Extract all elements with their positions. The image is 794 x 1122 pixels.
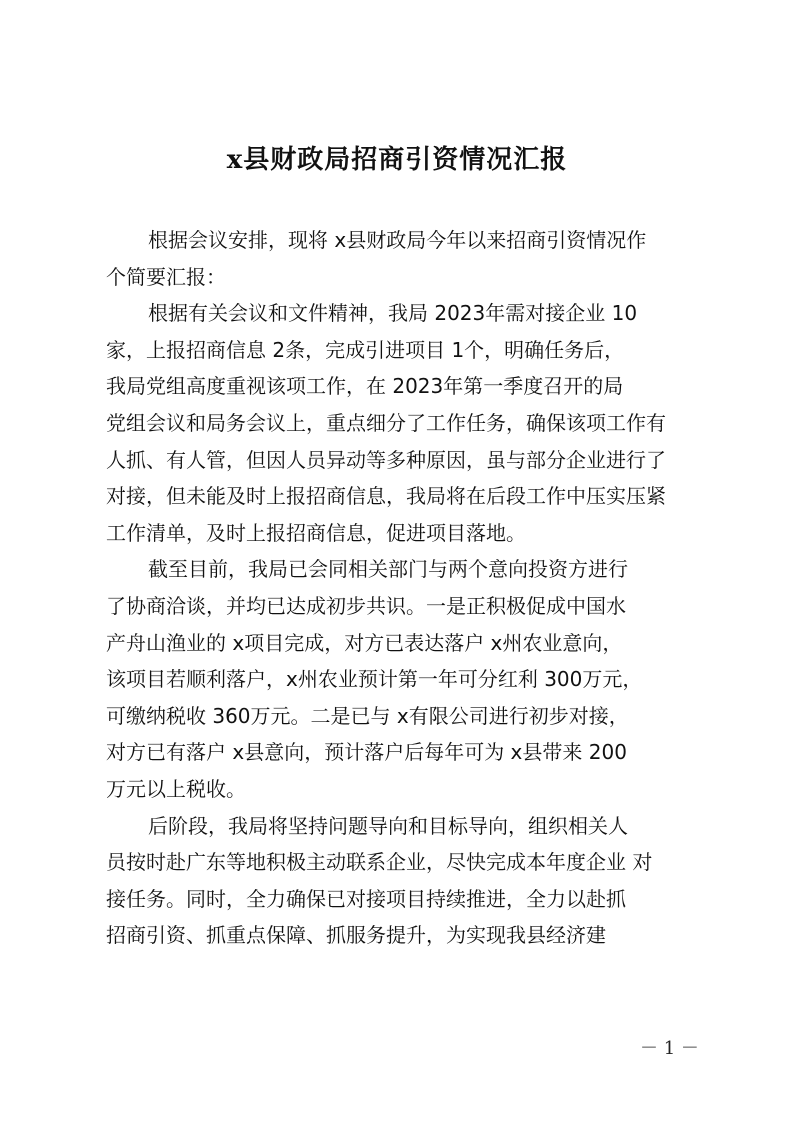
text-line: 党组会议和局务会议上，重点细分了工作任务，确保该项工作有 — [106, 410, 666, 435]
text-line: 截至目前，我局已会同相关部门与两个意向投资方进行 — [148, 557, 628, 582]
text-line: 家，上报招商信息 2条，完成引进项目 1个，明确任务后， — [106, 337, 625, 362]
text-line: 对接，但未能及时上报招商信息，我局将在后段工作中压实压紧 — [106, 484, 666, 509]
text-line: 我局党组高度重视该项工作，在 2023年第一季度召开的局 — [106, 374, 624, 399]
document-title: x县财政局招商引资情况汇报 — [226, 145, 568, 175]
text-line: 员按时赴广东等地积极主动联系企业，尽快完成本年度企业 对 — [106, 850, 653, 875]
page-number: － 1 － — [640, 1038, 699, 1059]
text-line: 万元以上税收。 — [106, 776, 246, 801]
text-line: 根据有关会议和文件精神，我局 2023年需对接企业 10 — [148, 301, 638, 326]
text-line: 后阶段，我局将坚持问题导向和目标导向，组织相关人 — [148, 813, 628, 838]
text-line: 工作清单，及时上报招商信息，促进项目落地。 — [106, 520, 526, 545]
document-body — [106, 222, 706, 954]
text-line: 个简要汇报： — [106, 264, 226, 289]
text-line: 对方已有落户 x县意向，预计落户后每年可为 x县带来 200 — [106, 740, 627, 765]
text-line: 产舟山渔业的 x项目完成，对方已表达落户 x州农业意向， — [106, 630, 623, 655]
text-line: 人抓、有人管，但因人员异动等多种原因，虽与部分企业进行了 — [106, 447, 666, 472]
text-line: 接任务。同时，全力确保已对接项目持续推进，全力以赴抓 — [106, 886, 626, 911]
text-line: 招商引资、抓重点保障、抓服务提升，为实现我县经济建 — [106, 923, 606, 948]
text-line: 了协商洽谈，并均已达成初步共识。一是正积极促成中国水 — [106, 593, 626, 618]
text-line: 该项目若顺利落户，x州农业预计第一年可分红利 300万元， — [106, 667, 643, 692]
text-line: 根据会议安排，现将 x县财政局今年以来招商引资情况作 — [148, 228, 647, 252]
text-line: 可缴纳税收 360万元。二是已与 x有限公司进行初步对接， — [106, 703, 629, 728]
